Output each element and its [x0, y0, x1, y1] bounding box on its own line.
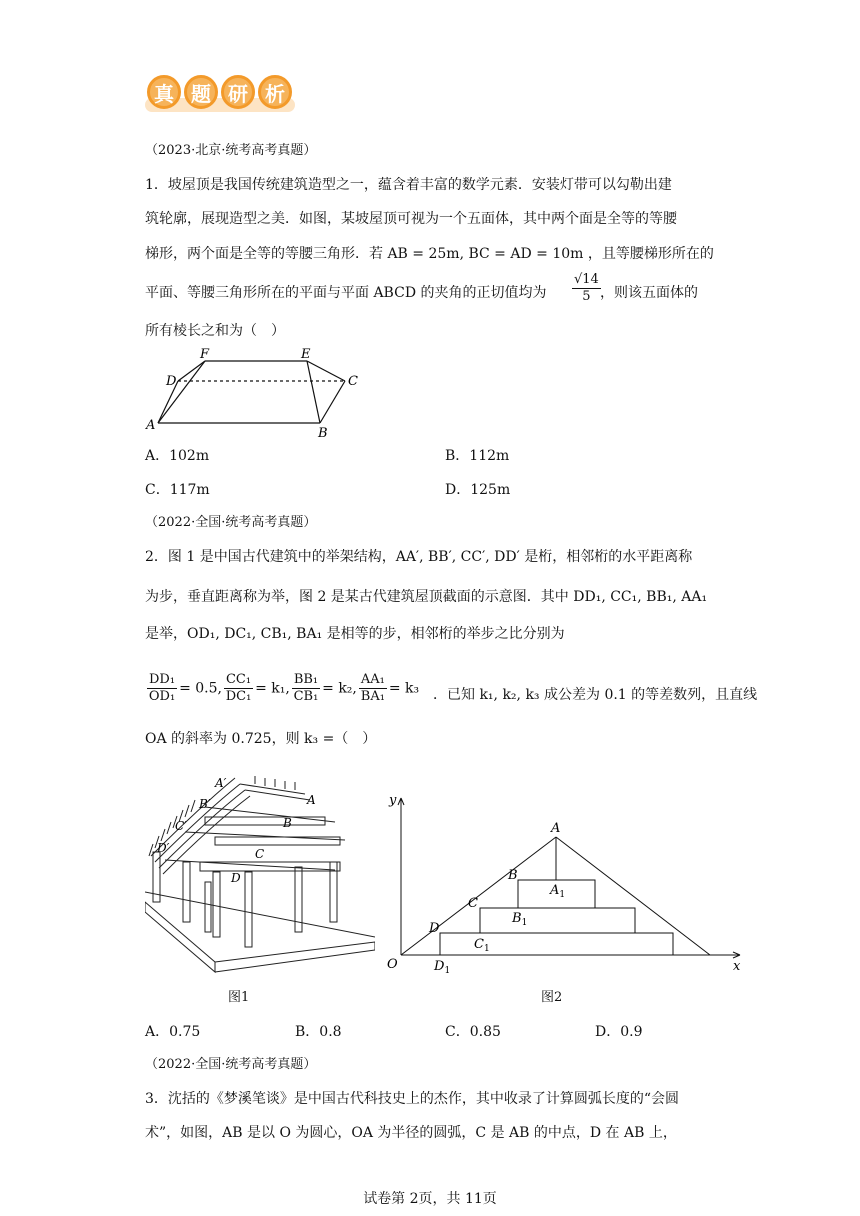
q2-source: （2022·全国·统考高考真题） — [145, 515, 317, 530]
point-B1-label — [511, 911, 527, 928]
q1-option-b[interactable]: B．112m — [445, 448, 510, 464]
q2-line: ．已知 k₁, k₂, k₃ 成公差为 0.1 的等差数列，且直线 — [433, 687, 758, 703]
label-B: B — [318, 426, 328, 440]
roof-structure-figure — [145, 772, 375, 977]
ratio-num: DD₁ — [149, 672, 176, 687]
ratio-val: = k₁, — [255, 680, 290, 697]
q3-line: 术”，如图，AB 是以 O 为圆心，OA 为半径的圆弧，C 是 AB 的中点，D 在 AB 上， — [145, 1125, 677, 1141]
point-D1-label — [433, 959, 450, 975]
q1-line: 1．坡屋顶是我国传统建筑造型之一，蕴含着丰富的数学元素．安装灯带可以勾勒出建 — [145, 177, 672, 193]
point-C1-letter: C — [474, 937, 484, 952]
subscript: 1 — [444, 966, 451, 975]
q2-option-a[interactable]: A．0.75 — [145, 1024, 201, 1040]
q1-option-a[interactable]: A．102m — [145, 448, 210, 464]
point-C-label: C — [468, 896, 478, 911]
fig1-label-D: D — [231, 871, 241, 885]
ratio-num: BB₁ — [293, 672, 319, 687]
fig1-caption: 图1 — [228, 990, 250, 1005]
point-B-label: B — [508, 868, 518, 883]
point-C1-label — [474, 937, 490, 954]
page-footer: 试卷第 2页，共 11页 — [363, 1191, 497, 1207]
ratio-den: CB₁ — [293, 689, 319, 704]
axis-y-label: y — [389, 793, 397, 808]
subscript: 1 — [483, 944, 490, 954]
q2-option-b[interactable]: B．0.8 — [295, 1024, 342, 1040]
q2-line: OA 的斜率为 0.725，则 k₃ =（ ） — [145, 731, 377, 747]
tan-fraction — [572, 272, 601, 305]
q1-option-c[interactable]: C．117m — [145, 482, 210, 498]
q2-option-d[interactable]: D．0.9 — [595, 1024, 643, 1040]
point-A1-letter: A — [550, 883, 560, 898]
point-A-label: A — [551, 821, 561, 836]
q1-line: ，则该五面体的 — [600, 285, 698, 301]
fig1-label-A: A — [307, 793, 316, 807]
ratio-den: BA₁ — [360, 689, 385, 704]
subscript: 1 — [521, 918, 528, 928]
point-B1-letter: B — [512, 911, 522, 926]
fig1-label-A-prime: A′ — [215, 776, 227, 790]
label-F: F — [200, 347, 210, 362]
fig1-label-B-prime: B′ — [199, 797, 211, 811]
fig1-label-C-prime: C′ — [175, 819, 187, 833]
q3-source: （2022·全国·统考高考真题） — [145, 1057, 317, 1072]
q1-option-d[interactable]: D．125m — [445, 482, 511, 498]
section-badge — [143, 72, 303, 116]
q1-line: 梯形，两个面是全等的等腰三角形．若 AB = 25m, BC = AD = 10m ，且等腰梯形所在的 — [145, 246, 714, 262]
point-D1-letter: D — [434, 959, 445, 974]
pentahedron-figure — [140, 345, 370, 440]
label-D: D — [166, 374, 177, 389]
ratio-den: DC₁ — [225, 689, 252, 704]
q3-line: 3．沈括的《梦溪笔谈》是中国古代科技史上的杰作，其中收录了计算圆弧长度的“会圆 — [145, 1091, 680, 1107]
origin-label: O — [387, 957, 398, 972]
fig1-label-D-prime: D′ — [157, 841, 170, 855]
cross-section-figure — [385, 790, 750, 975]
badge-char: 题 — [184, 75, 218, 109]
fig1-label-B: B — [283, 816, 292, 830]
subscript: 1 — [559, 890, 566, 900]
ratio-num: CC₁ — [225, 672, 252, 687]
label-A: A — [146, 418, 156, 433]
q1-line: 所有棱长之和为（ ） — [145, 323, 285, 339]
q1-line: 筑轮廓，展现造型之美．如图，某坡屋顶可视为一个五面体，其中两个面是全等的等腰 — [145, 211, 677, 227]
q2-line: 为步，垂直距离称为举，图 2 是某古代建筑屋顶截面的示意图．其中 DD₁, CC₁, BB₁, AA₁ — [145, 589, 708, 605]
q2-line: 2．图 1 是中国古代建筑中的举架结构，AA′, BB′, CC′, DD′ 是桁，相邻桁的水平距离称 — [145, 549, 693, 565]
point-A1-label — [549, 883, 565, 900]
point-D-label: D — [429, 921, 440, 936]
ratio-val: = k₃ — [388, 680, 420, 697]
tan-numerator: √14 — [574, 272, 599, 287]
axis-x-label: x — [733, 959, 741, 974]
ratio-val: = k₂, — [322, 680, 357, 697]
label-E: E — [301, 347, 311, 362]
fig1-label-C: C — [255, 847, 265, 861]
fig2-caption: 图2 — [541, 990, 563, 1005]
badge-char: 析 — [258, 75, 292, 109]
q1-line: 平面、等腰三角形所在的平面与平面 ABCD 的夹角的正切值均为 — [145, 285, 547, 301]
q1-source: （2023·北京·统考高考真题） — [145, 143, 317, 158]
ratio-den: OD₁ — [148, 689, 176, 704]
label-C: C — [348, 374, 358, 389]
badge-char: 研 — [221, 75, 255, 109]
ratio-row — [145, 672, 419, 705]
ratio-num: AA₁ — [360, 672, 385, 687]
q2-line: 是举，OD₁, DC₁, CB₁, BA₁ 是相等的步，相邻桁的举步之比分别为 — [145, 626, 565, 642]
badge-char: 真 — [147, 75, 181, 109]
q2-option-c[interactable]: C．0.85 — [445, 1024, 501, 1040]
tan-denominator: 5 — [582, 289, 591, 304]
ratio-val: = 0.5, — [179, 680, 222, 697]
